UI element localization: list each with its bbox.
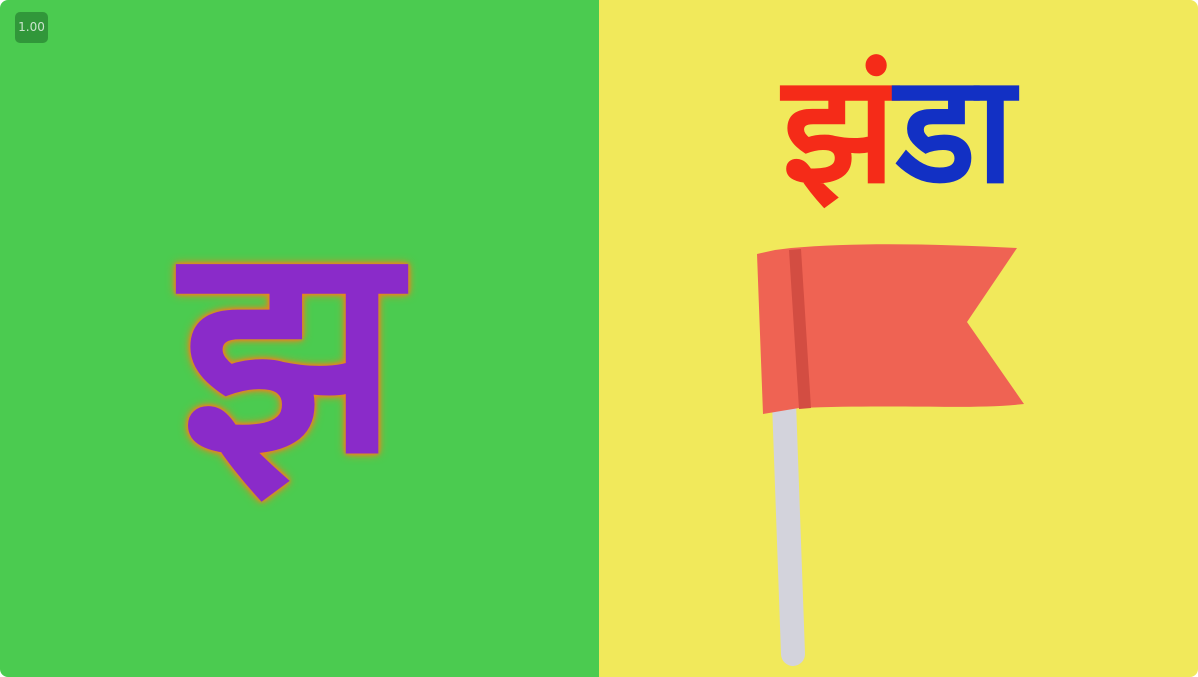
playback-speed-badge[interactable]: 1.00 — [15, 12, 48, 43]
word-panel — [599, 0, 1198, 677]
word-highlighted-part: झं — [782, 43, 896, 217]
flag-pole — [784, 402, 793, 654]
devanagari-letter: झ — [180, 181, 400, 518]
example-word — [599, 25, 1198, 235]
flag-icon — [739, 232, 1039, 672]
word-rest-part: डा — [895, 43, 1015, 217]
